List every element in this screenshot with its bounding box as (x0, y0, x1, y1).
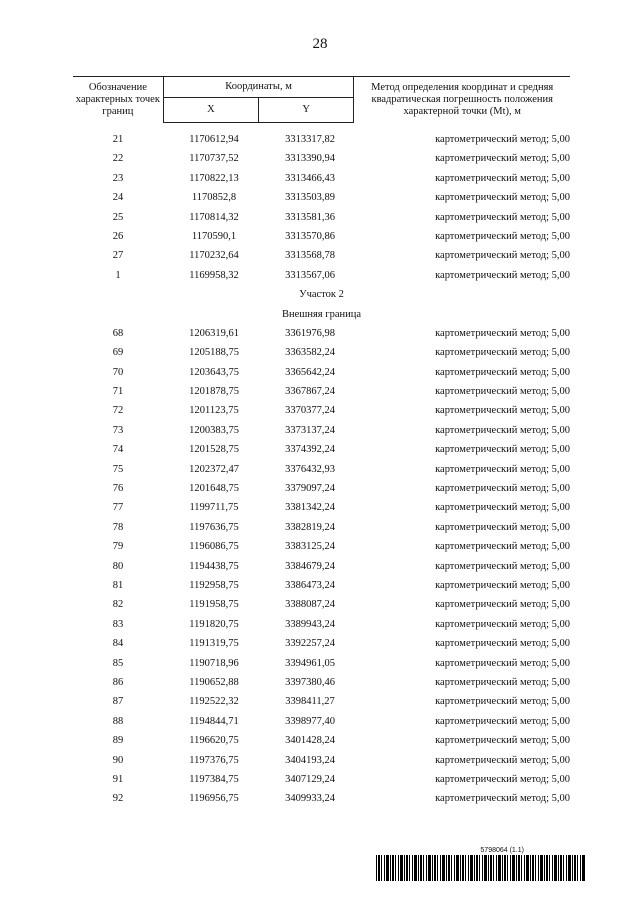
coord-x: 1201878,75 (189, 386, 239, 398)
barcode-image (376, 855, 586, 881)
point-number: 22 (112, 153, 124, 165)
table-row (73, 188, 570, 207)
coord-x: 1170852,8 (191, 192, 237, 204)
table-row (73, 460, 570, 479)
table-row (73, 770, 570, 789)
point-number: 88 (112, 715, 124, 727)
point-number: 76 (112, 483, 124, 495)
table-row (73, 654, 570, 673)
table-row (73, 751, 570, 770)
method-text: картометрический метод; 5,00 (435, 638, 570, 650)
point-number: 71 (112, 386, 124, 398)
method-text: картометрический метод; 5,00 (435, 386, 570, 398)
method-text: картометрический метод; 5,00 (435, 618, 570, 630)
method-text: картометрический метод; 5,00 (435, 502, 570, 514)
coord-x: 1206319,61 (189, 327, 239, 339)
table-row (73, 498, 570, 517)
table-row (73, 692, 570, 711)
point-number: 72 (112, 405, 124, 417)
table-row (73, 266, 570, 285)
coord-y: 3367867,24 (285, 386, 335, 398)
point-number: 73 (112, 424, 124, 436)
method-text: картометрический метод; 5,00 (435, 230, 570, 242)
point-number: 84 (112, 638, 124, 650)
coord-x: 1191319,75 (189, 638, 239, 650)
coord-y: 3374392,24 (285, 444, 335, 456)
coord-x: 1192958,75 (189, 579, 239, 591)
coord-x: 1196086,75 (189, 541, 239, 553)
point-number: 87 (112, 696, 124, 708)
coord-x: 1194844,71 (189, 715, 239, 727)
coord-x: 1170822,13 (189, 172, 239, 184)
coord-y: 3313568,78 (285, 250, 335, 262)
point-number: 77 (112, 502, 124, 514)
coord-y: 3313390,94 (285, 153, 335, 165)
coord-x: 1205188,75 (189, 347, 239, 359)
method-text: картометрический метод; 5,00 (435, 347, 570, 359)
coord-y: 3379097,24 (285, 483, 335, 495)
point-number: 90 (112, 754, 124, 766)
table-row (73, 401, 570, 420)
coord-x: 1196956,75 (189, 793, 239, 805)
table-row (73, 518, 570, 537)
table-row (73, 421, 570, 440)
table-row (73, 363, 570, 382)
method-text: картометрический метод; 5,00 (435, 172, 570, 184)
table-row (73, 557, 570, 576)
method-text: картометрический метод; 5,00 (435, 366, 570, 378)
coord-y: 3370377,24 (285, 405, 335, 417)
barcode-block (376, 847, 586, 881)
coord-y: 3407129,24 (285, 773, 335, 785)
method-text: картометрический метод; 5,00 (435, 250, 570, 262)
coord-x: 1170814,32 (189, 211, 239, 223)
coord-x: 1170232,64 (189, 250, 239, 262)
method-text: картометрический метод; 5,00 (435, 521, 570, 533)
method-text: картометрический метод; 5,00 (435, 579, 570, 591)
point-number: 83 (112, 618, 124, 630)
coord-y: 3398411,27 (285, 696, 335, 708)
coord-x: 1194438,75 (189, 560, 239, 572)
coord-y: 3392257,24 (285, 638, 335, 650)
point-number: 80 (112, 560, 124, 572)
header-y: Y (259, 98, 354, 123)
table-row (73, 615, 570, 634)
method-text: картометрический метод; 5,00 (435, 676, 570, 688)
method-text: картометрический метод; 5,00 (435, 735, 570, 747)
coord-y: 3401428,24 (285, 735, 335, 747)
method-text: картометрический метод; 5,00 (435, 134, 570, 145)
table-row (73, 576, 570, 595)
method-text: картометрический метод; 5,00 (435, 444, 570, 456)
method-text: картометрический метод; 5,00 (435, 560, 570, 572)
method-text: картометрический метод; 5,00 (435, 715, 570, 727)
coord-x: 1170612,94 (189, 134, 239, 145)
coord-x: 1203643,75 (189, 366, 239, 378)
table-row (73, 227, 570, 246)
coord-y: 3373137,24 (285, 424, 335, 436)
point-number: 91 (112, 773, 124, 785)
point-number: 1 (115, 269, 121, 281)
coord-y: 3388087,24 (285, 599, 335, 611)
header-x: X (163, 98, 258, 123)
coord-x: 1190652,88 (189, 676, 239, 688)
coord-y: 3381342,24 (285, 502, 335, 514)
point-number: 74 (112, 444, 124, 456)
method-text: картометрический метод; 5,00 (435, 463, 570, 475)
table-row (73, 343, 570, 362)
table-row (73, 537, 570, 556)
coord-y: 3386473,24 (285, 579, 335, 591)
coord-x: 1201123,75 (189, 405, 239, 417)
coord-y: 3313581,36 (285, 211, 335, 223)
method-text: картометрический метод; 5,00 (435, 153, 570, 165)
method-text: картометрический метод; 5,00 (435, 773, 570, 785)
header-designation: Обозначение характерных точек границ (73, 77, 163, 123)
coord-y: 3398977,40 (285, 715, 335, 727)
coord-y: 3404193,24 (285, 754, 335, 766)
coord-x: 1190718,96 (189, 657, 239, 669)
table-row (73, 789, 570, 808)
method-text: картометрический метод; 5,00 (435, 192, 570, 204)
point-number: 21 (112, 134, 124, 145)
coord-x: 1201648,75 (189, 483, 239, 495)
method-text: картометрический метод; 5,00 (435, 541, 570, 553)
method-text: картометрический метод; 5,00 (435, 327, 570, 339)
method-text: картометрический метод; 5,00 (435, 405, 570, 417)
coord-x: 1170590,1 (191, 230, 237, 242)
point-number: 27 (112, 250, 124, 262)
table-row (73, 130, 570, 149)
table-row (73, 712, 570, 731)
section-title: Участок 2 (299, 289, 344, 301)
table-row (73, 324, 570, 343)
coord-x: 1197376,75 (189, 754, 239, 766)
method-text: картометрический метод; 5,00 (435, 657, 570, 669)
coord-y: 3397380,46 (285, 676, 335, 688)
point-number: 85 (112, 657, 124, 669)
coord-y: 3384679,24 (285, 560, 335, 572)
table-row (73, 208, 570, 227)
point-number: 82 (112, 599, 124, 611)
coord-y: 3313570,86 (285, 230, 335, 242)
table-row (73, 673, 570, 692)
coord-x: 1192522,32 (189, 696, 239, 708)
coord-y: 3389943,24 (285, 618, 335, 630)
method-text: картометрический метод; 5,00 (435, 793, 570, 805)
method-text: картометрический метод; 5,00 (435, 599, 570, 611)
coord-x: 1202372,47 (189, 463, 239, 475)
coord-x: 1191958,75 (189, 599, 239, 611)
coord-y: 3409933,24 (285, 793, 335, 805)
coord-y: 3376432,93 (285, 463, 335, 475)
coord-y: 3382819,24 (285, 521, 335, 533)
point-number: 70 (112, 366, 124, 378)
table-row (73, 731, 570, 750)
point-number: 81 (112, 579, 124, 591)
table-row (73, 634, 570, 653)
coordinates-table-body (73, 130, 570, 809)
coord-x: 1191820,75 (189, 618, 239, 630)
table-row (73, 149, 570, 168)
coord-x: 1169958,32 (189, 269, 239, 281)
coord-x: 1201528,75 (189, 444, 239, 456)
coord-y: 3394961,05 (285, 657, 335, 669)
point-number: 92 (112, 793, 124, 805)
coord-x: 1200383,75 (189, 424, 239, 436)
section-subtitle: Внешняя граница (281, 308, 361, 320)
page-number: 28 (312, 36, 328, 52)
point-number: 69 (112, 347, 124, 359)
point-number: 26 (112, 230, 124, 242)
coord-x: 1196620,75 (189, 735, 239, 747)
table-row (73, 440, 570, 459)
point-number: 79 (112, 541, 124, 553)
method-text: картометрический метод; 5,00 (435, 211, 570, 223)
coord-y: 3365642,24 (285, 366, 335, 378)
header-method: Метод определения координат и средняя квадратическая погрешность положения характерной точки (Mt), м (354, 77, 570, 123)
header-coordinates: Координаты, м (163, 77, 354, 98)
coord-y: 3313503,89 (285, 192, 335, 204)
coord-y: 3363582,24 (285, 347, 335, 359)
method-text: картометрический метод; 5,00 (435, 754, 570, 766)
point-number: 24 (112, 192, 124, 204)
coord-x: 1197384,75 (189, 773, 239, 785)
coord-y: 3383125,24 (285, 541, 335, 553)
method-text: картометрический метод; 5,00 (435, 483, 570, 495)
method-text: картометрический метод; 5,00 (435, 424, 570, 436)
point-number: 68 (112, 327, 124, 339)
table-row (73, 169, 570, 188)
coord-y: 3313317,82 (285, 134, 335, 145)
table-row (73, 595, 570, 614)
point-number: 89 (112, 735, 124, 747)
point-number: 78 (112, 521, 124, 533)
table-row (73, 382, 570, 401)
point-number: 25 (112, 211, 124, 223)
table-row (73, 246, 570, 265)
method-text: картометрический метод; 5,00 (435, 696, 570, 708)
point-number: 86 (112, 676, 124, 688)
table-row (73, 479, 570, 498)
point-number: 23 (112, 172, 124, 184)
point-number: 75 (112, 463, 124, 475)
method-text: картометрический метод; 5,00 (435, 269, 570, 281)
coord-x: 1170737,52 (189, 153, 239, 165)
coord-y: 3361976,98 (285, 327, 335, 339)
coord-x: 1199711,75 (189, 502, 239, 514)
barcode-label: 5798064 (1.1) (480, 847, 524, 854)
table-header (73, 76, 570, 123)
coord-x: 1197636,75 (189, 521, 239, 533)
coord-y: 3313567,06 (285, 269, 335, 281)
coord-y: 3313466,43 (285, 172, 335, 184)
